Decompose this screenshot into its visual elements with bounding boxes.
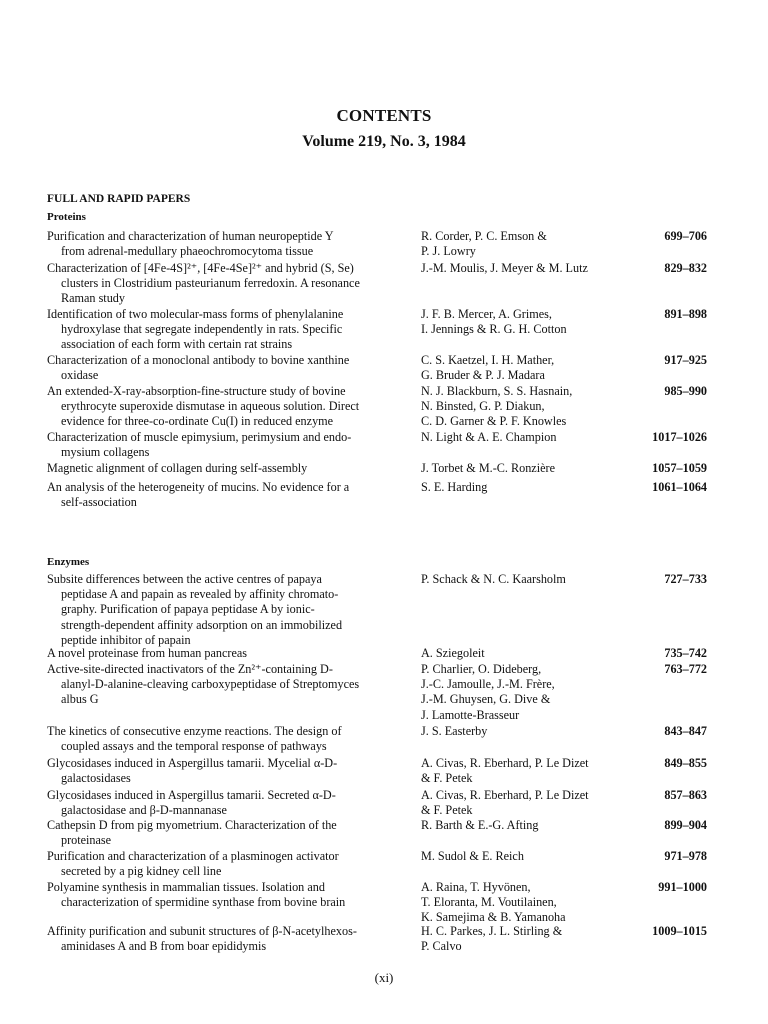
entry-authors	[421, 353, 631, 383]
entry-pages: 1057–1059	[652, 461, 707, 475]
entry-title	[47, 261, 393, 307]
entry-author-line: J.-M. Moulis, J. Meyer & M. Lutz	[421, 261, 588, 275]
entry-pages: 891–898	[664, 307, 707, 321]
entry-authors	[421, 724, 631, 739]
page-number: (xi)	[374, 970, 394, 985]
entry-author-line: J.-M. Ghuysen, G. Dive &	[421, 692, 551, 707]
entry-author-line: H. C. Parkes, J. L. Stirling &	[421, 924, 563, 938]
entry-author-line: T. Eloranta, M. Voutilainen,	[421, 895, 557, 910]
entry-pages: 849–855	[664, 756, 707, 770]
entry-title-line: Raman study	[61, 291, 125, 306]
entry-pages: 735–742	[664, 646, 707, 660]
entry-title-line: peptide inhibitor of papain	[61, 632, 191, 647]
entry-title-line: evidence for three-co-ordinate Cu(I) in reduced enzyme	[61, 414, 334, 429]
entry-pages: 899–904	[664, 818, 707, 832]
entry-title	[47, 430, 393, 460]
entry-authors	[421, 307, 631, 337]
entry-authors	[421, 384, 631, 430]
entry-title	[47, 756, 393, 786]
entry-pages: 727–733	[664, 572, 707, 586]
entry-author-line: G. Bruder & P. J. Madara	[421, 368, 545, 383]
entry-pages: 829–832	[664, 261, 707, 275]
entry-author-line: P. Calvo	[421, 939, 462, 954]
entry-pages: 699–706	[664, 229, 707, 243]
entry-author-line: A. Civas, R. Eberhard, P. Le Dizet	[421, 756, 589, 770]
entry-author-line: C. S. Kaetzel, I. H. Mather,	[421, 353, 555, 367]
entry-title	[47, 572, 393, 648]
entry-author-line: & F. Petek	[421, 771, 473, 786]
entry-title-line: Purification and characterization of a plasminogen activator	[47, 849, 339, 863]
entry-pages: 857–863	[664, 788, 707, 802]
entry-title-line: aminidases A and B from boar epididymis	[61, 939, 267, 954]
entry-title	[47, 724, 393, 754]
entry-author-line: A. Sziegoleit	[421, 646, 485, 660]
entry-authors	[421, 880, 631, 926]
entry-author-line: J.-C. Jamoulle, J.-M. Frère,	[421, 677, 555, 692]
entry-author-line: R. Barth & E.-G. Afting	[421, 818, 539, 832]
subsection-heading-proteins: Proteins	[47, 211, 86, 223]
section-heading: FULL AND RAPID PAPERS	[47, 193, 191, 205]
entry-title	[47, 461, 393, 476]
entry-author-line: A. Raina, T. Hyvönen,	[421, 880, 531, 894]
entry-authors	[421, 646, 631, 661]
entry-author-line: J. S. Easterby	[421, 724, 488, 738]
entry-title-line: Active-site-directed inactivators of the Zn²⁺-containing D-	[47, 662, 333, 676]
entry-authors	[421, 572, 631, 587]
entry-title	[47, 307, 393, 353]
entry-title-line: alanyl-D-alanine-cleaving carboxypeptidase of Streptomyces	[61, 677, 360, 692]
entry-title-line: Affinity purification and subunit structures of β-N-acetylhexos-	[47, 924, 357, 938]
entry-title-line: Characterization of a monoclonal antibody to bovine xanthine	[47, 353, 350, 367]
entry-title-line: An extended-X-ray-absorption-fine-structure study of bovine	[47, 384, 346, 398]
entry-pages: 1009–1015	[652, 924, 707, 938]
entry-title-line: Characterization of [4Fe-4S]²⁺, [4Fe-4Se]²⁺ and hybrid (S, Se)	[47, 261, 354, 275]
entry-author-line: P. Schack & N. C. Kaarsholm	[421, 572, 566, 586]
entry-title-line: galactosidases	[61, 771, 131, 786]
entry-title-line: coupled assays and the temporal response of pathways	[61, 739, 327, 754]
entry-title	[47, 480, 393, 510]
entry-authors	[421, 461, 631, 476]
entry-title	[47, 662, 393, 708]
entry-title-line: hydroxylase that segregate independently in rats. Specific	[61, 322, 343, 337]
entry-author-line: A. Civas, R. Eberhard, P. Le Dizet	[421, 788, 589, 802]
entry-title-line: Subsite differences between the active centres of papaya	[47, 572, 322, 586]
entry-title	[47, 353, 393, 383]
subsection-heading-enzymes: Enzymes	[47, 556, 90, 568]
entry-author-line: R. Corder, P. C. Emson &	[421, 229, 547, 243]
entry-title-line: oxidase	[61, 368, 99, 383]
entry-title-line: Purification and characterization of human neuropeptide Y	[47, 229, 334, 243]
entry-title-line: strength-dependent affinity adsorption on an immobilized	[61, 617, 343, 632]
entry-title-line: erythrocyte superoxide dismutase in aqueous solution. Direct	[61, 399, 360, 414]
entry-title-line: clusters in Clostridium pasteurianum ferredoxin. A resonance	[61, 276, 360, 291]
entry-title-line: Magnetic alignment of collagen during self-assembly	[47, 461, 308, 475]
entry-author-line: K. Samejima & B. Yamanoha	[421, 910, 566, 925]
entry-title-line: Glycosidases induced in Aspergillus tamarii. Secreted α-D-	[47, 788, 336, 802]
entry-author-line: I. Jennings & R. G. H. Cotton	[421, 322, 567, 337]
entry-authors	[421, 756, 631, 786]
entry-authors	[421, 261, 631, 276]
entry-title-line: secreted by a pig kidney cell line	[61, 864, 222, 879]
entry-author-line: S. E. Harding	[421, 480, 488, 494]
entry-title	[47, 849, 393, 879]
entry-author-line: J. Lamotte-Brasseur	[421, 707, 520, 722]
entry-author-line: N. Light & A. E. Champion	[421, 430, 557, 444]
entry-title-line: Glycosidases induced in Aspergillus tamarii. Mycelial α-D-	[47, 756, 338, 770]
entry-author-line: M. Sudol & E. Reich	[421, 849, 524, 863]
entry-pages: 991–1000	[658, 880, 707, 894]
entry-title-line: association of each form with certain rat strains	[61, 337, 293, 352]
entry-pages: 971–978	[664, 849, 707, 863]
entry-title	[47, 646, 393, 661]
entry-title-line: characterization of spermidine synthase from bovine brain	[61, 895, 346, 910]
entry-author-line: J. F. B. Mercer, A. Grimes,	[421, 307, 552, 321]
entry-authors	[421, 480, 631, 495]
entry-title-line: A novel proteinase from human pancreas	[47, 646, 248, 660]
entry-author-line: J. Torbet & M.-C. Ronzière	[421, 461, 555, 475]
entry-author-line: & F. Petek	[421, 803, 473, 818]
entry-authors	[421, 662, 631, 723]
entry-title-line: graphy. Purification of papaya peptidase A by ionic-	[61, 602, 315, 617]
entry-title-line: proteinase	[61, 833, 112, 848]
entry-title-line: from adrenal-medullary phaeochromocytoma tissue	[61, 244, 314, 259]
entry-pages: 1017–1026	[652, 430, 707, 444]
entry-pages: 1061–1064	[652, 480, 707, 494]
entry-authors	[421, 788, 631, 818]
entry-title	[47, 924, 393, 954]
page-subtitle: Volume 219, No. 3, 1984	[302, 133, 466, 150]
page-title: CONTENTS	[336, 106, 432, 125]
entry-author-line: P. Charlier, O. Dideberg,	[421, 662, 542, 676]
entry-author-line: N. J. Blackburn, S. S. Hasnain,	[421, 384, 573, 398]
entry-pages: 843–847	[664, 724, 707, 738]
entry-title-line: self-association	[61, 495, 137, 510]
entry-pages: 917–925	[664, 353, 707, 367]
entry-title-line: Cathepsin D from pig myometrium. Characterization of the	[47, 818, 337, 832]
entry-authors	[421, 229, 631, 259]
entry-title-line: albus G	[61, 692, 99, 707]
entry-title	[47, 788, 393, 818]
entry-title-line: Identification of two molecular-mass forms of phenylalanine	[47, 307, 344, 321]
entry-author-line: P. J. Lowry	[421, 244, 476, 259]
entry-title	[47, 818, 393, 848]
entry-title-line: Characterization of muscle epimysium, perimysium and endo-	[47, 430, 352, 444]
entry-title-line: The kinetics of consecutive enzyme reactions. The design of	[47, 724, 342, 738]
entry-authors	[421, 924, 631, 954]
entry-title	[47, 880, 393, 910]
entry-authors	[421, 430, 631, 445]
entry-pages: 763–772	[664, 662, 707, 676]
entry-title-line: galactosidase and β-D-mannanase	[61, 803, 227, 818]
entry-title-line: An analysis of the heterogeneity of mucins. No evidence for a	[47, 480, 350, 494]
entry-title	[47, 229, 393, 259]
entry-title-line: mysium collagens	[61, 445, 150, 460]
entry-pages: 985–990	[664, 384, 707, 398]
entry-author-line: C. D. Garner & P. F. Knowles	[421, 414, 567, 429]
entry-authors	[421, 849, 631, 864]
entry-title-line: Polyamine synthesis in mammalian tissues. Isolation and	[47, 880, 325, 894]
entry-title-line: peptidase A and papain as revealed by affinity chromato-	[61, 587, 339, 602]
entry-author-line: N. Binsted, G. P. Diakun,	[421, 399, 545, 414]
entry-title	[47, 384, 393, 430]
entry-authors	[421, 818, 631, 833]
